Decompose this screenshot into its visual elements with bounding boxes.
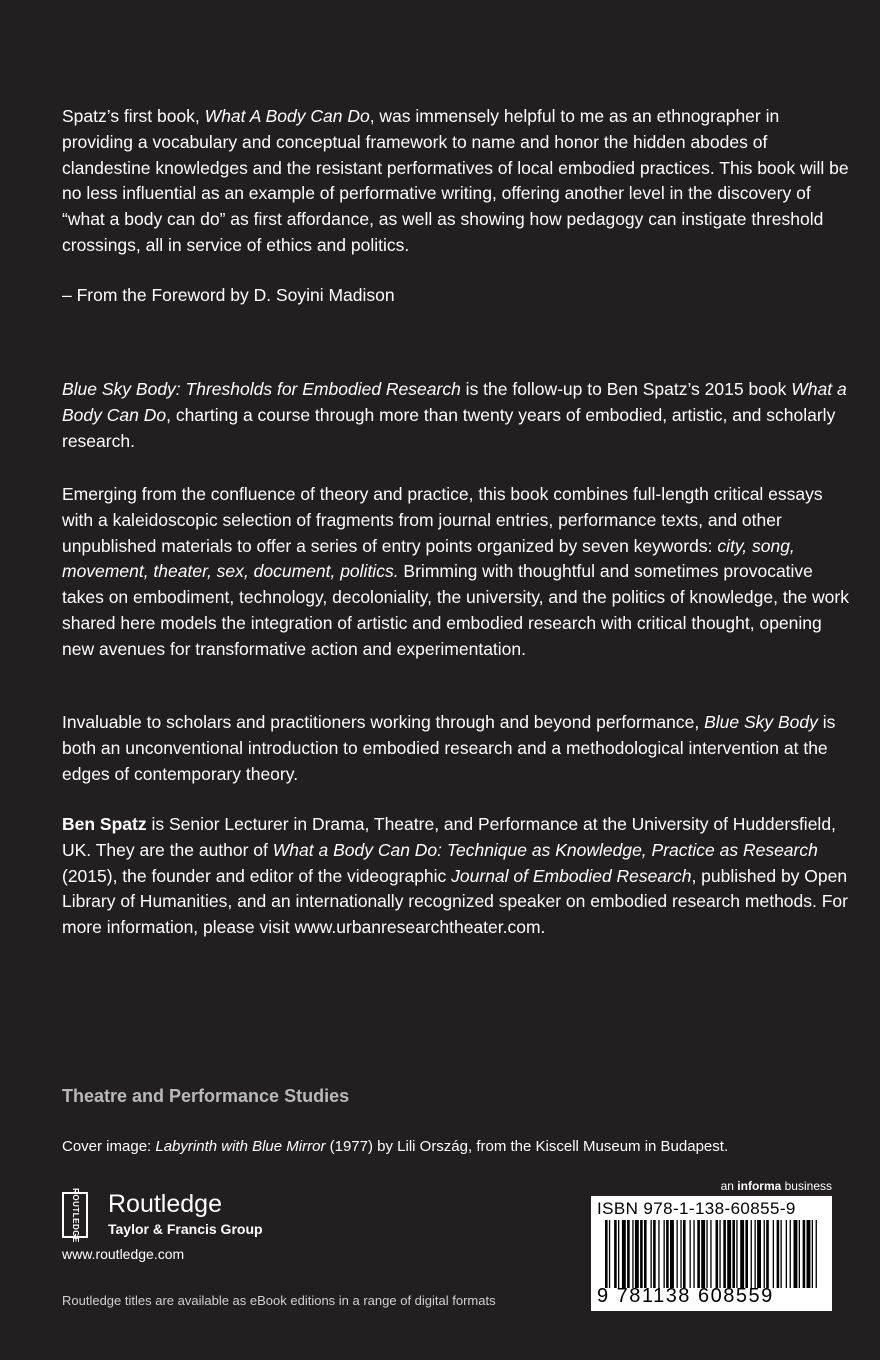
barcode-bars — [597, 1220, 826, 1288]
barcode-bar — [635, 1220, 639, 1288]
barcode-bar — [683, 1220, 686, 1288]
blurb-audience — [62, 710, 852, 787]
barcode-bar — [658, 1220, 659, 1288]
informa-word: informa — [737, 1179, 782, 1193]
barcode-bar — [781, 1220, 782, 1288]
barcode-bar — [799, 1220, 800, 1288]
blurb-intro — [62, 377, 852, 454]
bio-book-title: What a Body Can Do: Technique as Knowledge, Practice as Research — [272, 839, 818, 860]
barcode-bar — [697, 1220, 700, 1288]
isbn-label: ISBN 978-1-138-60855-9 — [597, 1199, 796, 1218]
series-label: Theatre and Performance Studies — [62, 1086, 350, 1106]
barcode-bar — [677, 1220, 678, 1288]
quote-text: Spatz’s first book, — [62, 106, 205, 126]
barcode-bar — [622, 1220, 626, 1288]
barcode-bar — [745, 1220, 748, 1288]
barcode-bar — [644, 1220, 647, 1288]
barcode-bar — [807, 1220, 811, 1288]
barcode-bar — [701, 1220, 705, 1288]
previous-book-title: What a Body Can Do — [62, 379, 847, 425]
barcode-bar — [666, 1220, 669, 1288]
barcode-bar — [757, 1220, 761, 1288]
barcode-bar — [764, 1220, 765, 1288]
barcode-bar — [680, 1220, 681, 1288]
blurb-body-text-cont: Brimming with thoughtful and sometimes provocative takes on embodiment, technology, decoloniality, the university, and the politics of knowledge, the work shared here models the integration of artistic and embodied research with critical thought, opening new avenues for transformative action and experimentation. — [62, 561, 849, 659]
ean-digits: 9 781138 608559 — [597, 1285, 774, 1307]
author-bio — [62, 812, 852, 941]
cover-credit-label: Cover image: — [62, 1138, 156, 1155]
quote-text-cont: , was immensely helpful to me as an ethnographer in providing a vocabulary and conceptual framework to name and honor the hidden abodes of clandestine knowledges and the resistant performatives of local embodied practices. This book will be no less influential as an example of performative writing, offering another level in the discovery of “what a body can do” as first affordance, as well as showing how pedagogy can instigate threshold crossings, all in service of ethics and politics. — [62, 106, 849, 255]
logo-mark-text: ROUTLEDGE — [70, 1187, 80, 1243]
barcode-bar — [653, 1220, 656, 1288]
barcode-bar — [803, 1220, 806, 1288]
barcode-bar — [732, 1220, 735, 1288]
informa-prefix: an — [720, 1179, 738, 1193]
barcode-bar — [627, 1220, 630, 1288]
bio-text-cont: (2015), the founder and editor of the videographic — [62, 865, 452, 886]
barcode-bar — [740, 1220, 744, 1288]
barcode-bar — [706, 1220, 707, 1288]
barcode-bar — [790, 1220, 791, 1288]
barcode-bar — [609, 1220, 610, 1288]
barcode-bar — [716, 1220, 719, 1288]
book-title: Blue Sky Body: Thresholds for Embodied Research — [62, 379, 461, 399]
barcode-bar — [786, 1220, 787, 1288]
short-book-title: Blue Sky Body — [704, 712, 818, 732]
publisher-group: Taylor & Francis Group — [108, 1221, 263, 1237]
barcode-bar — [723, 1220, 726, 1288]
barcode-bar — [816, 1220, 817, 1288]
barcode-bar — [614, 1220, 617, 1288]
barcode-bar — [618, 1220, 619, 1288]
bio-text: is Senior Lecturer in Drama, Theatre, and Performance at the University of Huddersfield, UK. They are the author of — [62, 814, 836, 860]
foreword-quote — [62, 104, 852, 259]
blurb-body-text: Emerging from the confluence of theory and practice, this book combines full-length critical essays with a kaleidoscopic selection of fragments from journal entries, performance texts, and other unpublished materials to offer a series of entry points organized by seven keywords: — [62, 484, 823, 556]
barcode-bar — [736, 1220, 737, 1288]
barcode-bar — [794, 1220, 798, 1288]
barcode-bar — [670, 1220, 674, 1288]
barcode-bar — [693, 1220, 694, 1288]
cover-credit — [62, 1138, 728, 1155]
foreword-attribution: – From the Foreword by D. Soyini Madison — [62, 285, 395, 305]
barcode-bar — [690, 1220, 691, 1288]
isbn-barcode — [591, 1196, 832, 1311]
barcode-bar — [710, 1220, 711, 1288]
audience-text-cont: is both an unconventional introduction to embodied research and a methodological intervention at the edges of contemporary theory. — [62, 712, 836, 784]
barcode-bar — [755, 1220, 756, 1288]
keywords: city, song, movement, theater, sex, document, politics. — [62, 535, 795, 582]
informa-suffix: business — [781, 1179, 832, 1193]
publisher-url: www.routledge.com — [62, 1246, 185, 1262]
barcode-bar — [605, 1220, 608, 1288]
ebook-note: Routledge titles are available as eBook editions in a range of digital formats — [62, 1293, 496, 1308]
barcode-bar — [640, 1220, 643, 1288]
quote-book-title: What A Body Can Do — [204, 106, 370, 126]
artwork-title: Labyrinth with Blue Mirror — [155, 1138, 326, 1155]
author-name: Ben Spatz — [62, 814, 147, 834]
barcode-bar — [773, 1220, 774, 1288]
audience-text: Invaluable to scholars and practitioners working through and beyond performance, — [62, 712, 705, 732]
barcode-bar — [632, 1220, 633, 1288]
routledge-logo — [62, 1187, 282, 1243]
blurb-intro-text-cont: , charting a course through more than twenty years of embodied, artistic, and scholarly research. — [62, 404, 836, 451]
journal-title: Journal of Embodied Research — [451, 865, 692, 886]
barcode-bar — [751, 1220, 752, 1288]
routledge-mark-icon — [62, 1187, 88, 1243]
cover-credit-text: (1977) by Lili Ország, from the Kiscell Museum in Budapest. — [325, 1138, 729, 1155]
bio-text-end: , published by Open Library of Humanities, and an internationally recognized speaker on embodied research methods. For more information, please visit www.urbanresearchtheater.com. — [62, 865, 848, 938]
barcode-bar — [766, 1220, 769, 1288]
blurb-body — [62, 482, 852, 663]
barcode-bar — [651, 1220, 652, 1288]
barcode-bar — [664, 1220, 665, 1288]
publisher-name: Routledge — [108, 1190, 222, 1218]
barcode-bar — [777, 1220, 780, 1288]
barcode-bar — [727, 1220, 731, 1288]
informa-tagline — [721, 1179, 832, 1193]
blurb-intro-text: is the follow-up to Ben Spatz’s 2015 book — [460, 379, 792, 399]
barcode-bar — [719, 1220, 720, 1288]
barcode-bar — [812, 1220, 813, 1288]
